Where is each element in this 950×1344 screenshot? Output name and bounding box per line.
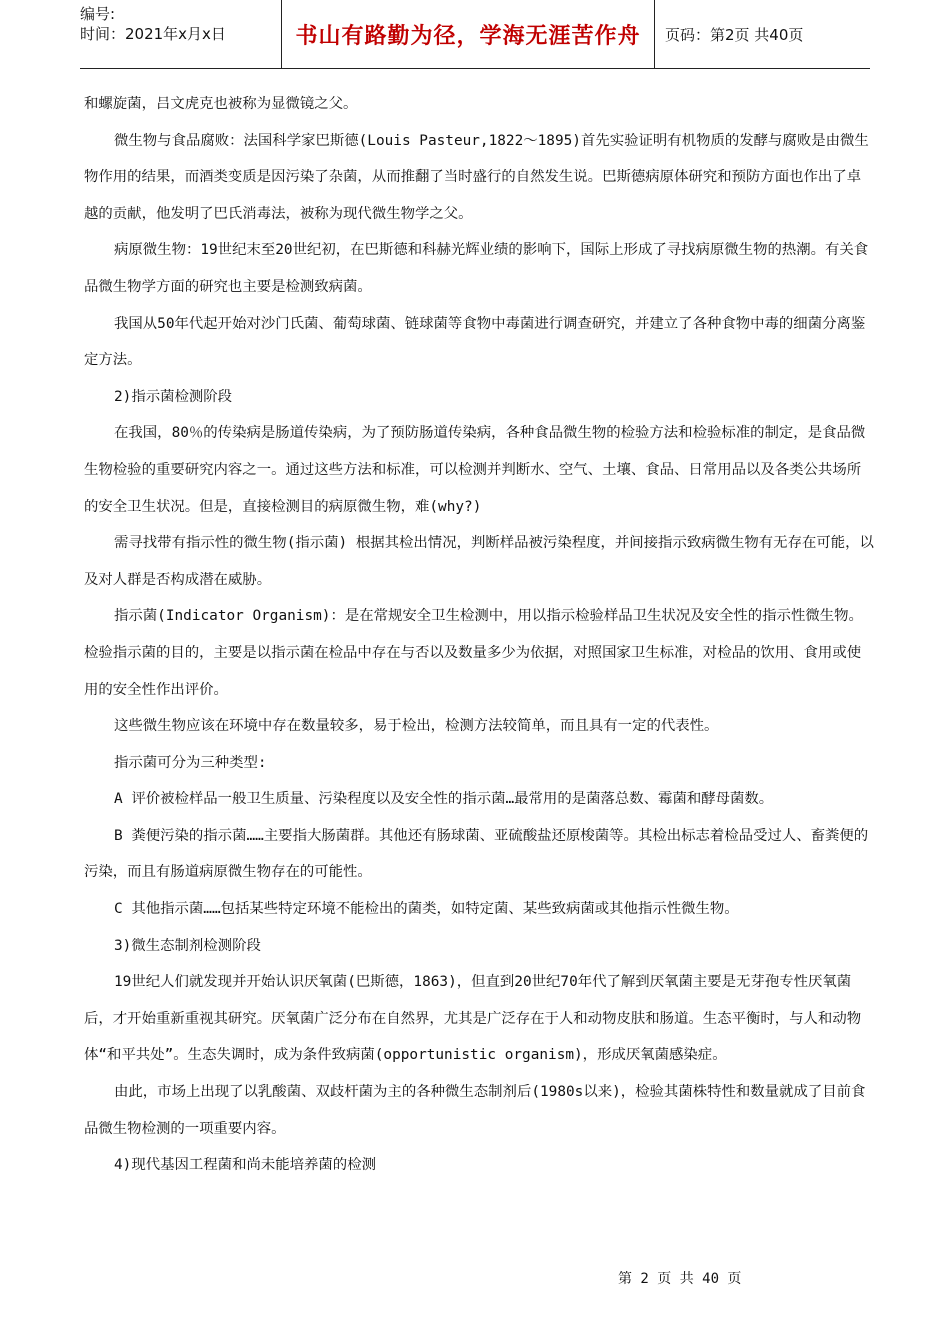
paragraph: 指示菌(Indicator Organism)：是在常规安全卫生检测中，用以指示检验样品卫生状况及安全性的指示性微生物。检验指示菌的目的，主要是以指示菌在检品中存在与否以及数量多少为依据，对照国家卫生标准，对检品的饮用、食用或使用的安全性作出评价。 [84, 608, 863, 698]
paragraph: C 其他指示菌……包括某些特定环境不能检出的菌类，如特定菌、某些致病菌或其他指示性微生物。 [114, 901, 739, 918]
section-heading: 4)现代基因工程菌和尚未能培养菌的检测 [114, 1157, 376, 1174]
page-footer: 第 2 页 共 40 页 [618, 1271, 742, 1287]
paragraph: 指示菌可分为三种类型: [114, 754, 267, 771]
paragraph: A 评价被检样品一般卫生质量、污染程度以及安全性的指示菌…最常用的是菌落总数、霉菌和酵母菌数。 [114, 791, 774, 808]
paragraph: 这些微生物应该在环境中存在数量较多，易于检出，检测方法较简单，而且具有一定的代表性。 [114, 718, 719, 735]
paragraph: 微生物与食品腐败：法国科学家巴斯德(Louis Pasteur,1822～1895)首先实验证明有机物质的发酵与腐败是由微生物作用的结果，而酒类变质是因污染了杂菌，从而推翻了当时盛行的自然发生说。巴斯德病原体研究和预防方面也作出了卓越的贡献，他发明了巴氏消毒法，被称为现代微生物学之父。 [84, 132, 869, 222]
paragraph: B 粪便污染的指示菌……主要指大肠菌群。其他还有肠球菌、亚硫酸盐还原梭菌等。其检出标志着检品受过人、畜粪便的污染，而且有肠道病原微生物存在的可能性。 [84, 827, 869, 881]
header-page-info [655, 0, 870, 68]
number-label: 编号: [80, 5, 116, 23]
section-heading: 2)指示菌检测阶段 [114, 388, 233, 405]
page-header [80, 0, 870, 69]
document-body [84, 86, 874, 1184]
paragraph: 在我国，80％的传染病是肠道传染病，为了预防肠道传染病，各种食品微生物的检验方法和检验标准的制定，是食品微生物检验的重要研究内容之一。通过这些方法和标准，可以检测并判断水、空气、土壤、食品、日常用品以及各类公共场所的安全卫生状况。但是，直接检测目的病原微生物，难(why?) [84, 425, 866, 515]
time-label: 时间：2021年x月x日 [80, 25, 226, 43]
paragraph: 19世纪人们就发现并开始认识厌氧菌(巴斯德，1863)，但直到20世纪70年代了解到厌氧菌主要是无芽孢专性厌氧菌后，才开始重新重视其研究。厌氧菌广泛分布在自然界，尤其是广泛存在于人和动物皮肤和肠道。生态平衡时，与人和动物体“和平共处”。生态失调时，成为条件致病菌(opportunistic organism)，形成厌氧菌感染症。 [84, 974, 862, 1064]
paragraph: 我国从50年代起开始对沙门氏菌、葡萄球菌、链球菌等食物中毒菌进行调查研究，并建立了各种食物中毒的细菌分离鉴定方法。 [84, 315, 866, 369]
paragraph: 由此，市场上出现了以乳酸菌、双歧杆菌为主的各种微生态制剂后(1980s以来)，检验其菌株特性和数量就成了目前食品微生物检测的一项重要内容。 [84, 1084, 866, 1137]
header-motto-cell [282, 0, 655, 68]
page-info-text: 页码：第2页 共40页 [665, 25, 804, 44]
section-heading: 3)微生态制剂检测阶段 [114, 937, 261, 954]
paragraph: 需寻找带有指示性的微生物(指示菌) 根据其检出情况，判断样品被污染程度，并间接指示致病微生物有无存在可能，以及对人群是否构成潜在威胁。 [84, 535, 874, 588]
header-meta [80, 0, 282, 68]
paragraph: 病原微生物：19世纪末至20世纪初，在巴斯德和科赫光辉业绩的影响下，国际上形成了寻找病原微生物的热潮。有关食品微生物学方面的研究也主要是检测致病菌。 [84, 242, 869, 295]
motto-text: 书山有路勤为径，学海无涯苦作舟 [295, 23, 641, 49]
paragraph: 和螺旋菌，吕文虎克也被称为显微镜之父。 [84, 96, 358, 112]
